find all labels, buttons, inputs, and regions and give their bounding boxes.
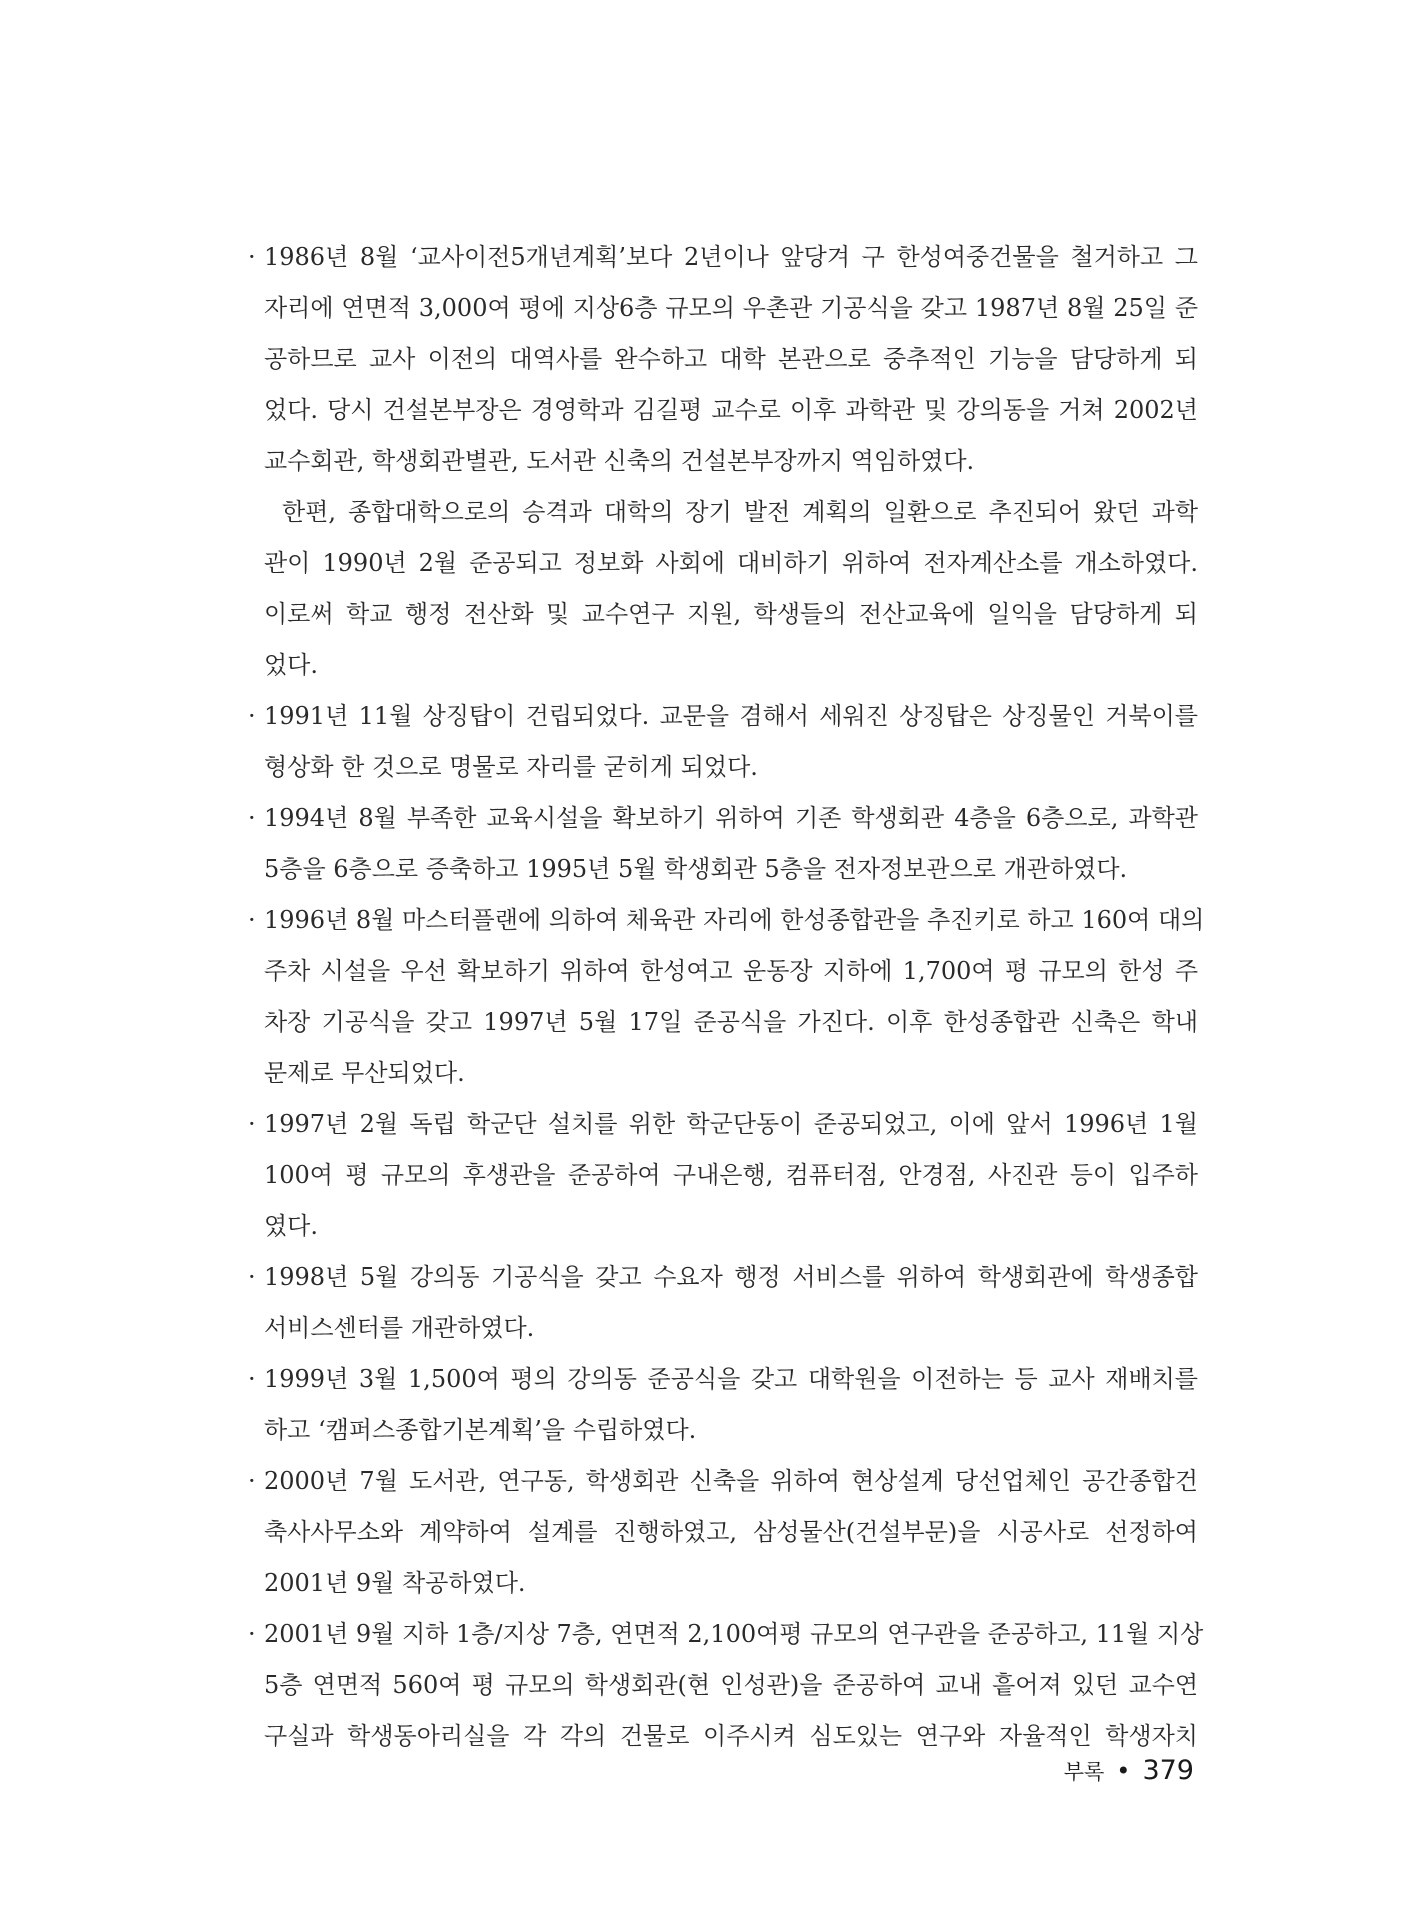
text-line: 형상화 한 것으로 명물로 자리를 굳히게 되었다.: [264, 753, 758, 781]
text-line: 서비스센터를 개관하였다.: [264, 1314, 535, 1342]
list-item: [248, 232, 1198, 487]
text-line: 차장 기공식을 갖고 1997년 5월 17일 준공식을 가진다. 이후 한성종합관 신축은 학내: [264, 1008, 1198, 1036]
text-line: 구실과 학생동아리실을 각 각의 건물로 이주시켜 심도있는 연구와 자율적인 학생자치: [264, 1722, 1198, 1750]
bullet-mark: ·: [248, 1263, 256, 1291]
text-line: 자리에 연면적 3,000여 평에 지상6층 규모의 우촌관 기공식을 갖고 1987년 8월 25일 준: [264, 294, 1198, 322]
list-item: [248, 895, 1205, 1099]
text-line: 하고 ‘캠퍼스종합기본계획’을 수립하였다.: [264, 1416, 697, 1444]
list-item: [248, 793, 1198, 895]
list-item: [248, 1456, 1198, 1609]
footer-section-label: 부록: [1063, 1760, 1105, 1784]
list-item: [248, 1609, 1204, 1762]
page-body: [248, 232, 1205, 1762]
text-line: 문제로 무산되었다.: [264, 1059, 465, 1087]
list-item: [248, 1099, 1198, 1252]
text-line: 교수회관, 학생회관별관, 도서관 신축의 건설본부장까지 역임하였다.: [264, 447, 975, 475]
bullet-mark: ·: [248, 243, 256, 271]
text-line: 관이 1990년 2월 준공되고 정보화 사회에 대비하기 위하여 전자계산소를 개소하였다.: [264, 549, 1198, 577]
text-line: 였다.: [264, 1212, 318, 1240]
text-line: 1994년 8월 부족한 교육시설을 확보하기 위하여 기존 학생회관 4층을 6층으로, 과학관: [264, 804, 1198, 832]
bullet-mark: ·: [248, 1620, 256, 1648]
text-line: 5층을 6층으로 증축하고 1995년 5월 학생회관 5층을 전자정보관으로 개관하였다.: [264, 855, 1128, 883]
text-line: 축사사무소와 계약하여 설계를 진행하였고, 삼성물산(건설부문)을 시공사로 선정하여: [264, 1518, 1198, 1546]
text-line: 1991년 11월 상징탑이 건립되었다. 교문을 겸해서 세워진 상징탑은 상징물인 거북이를: [264, 702, 1198, 730]
bullet-mark: ·: [248, 1365, 256, 1393]
bullet-mark: ·: [248, 702, 256, 730]
text-line: 1996년 8월 마스터플랜에 의하여 체육관 자리에 한성종합관을 추진키로 하고 160여 대의: [264, 906, 1205, 934]
text-line: 100여 평 규모의 후생관을 준공하여 구내은행, 컴퓨터점, 안경점, 사진관 등이 입주하: [264, 1161, 1198, 1189]
bullet-mark: ·: [248, 1110, 256, 1138]
text-line: 5층 연면적 560여 평 규모의 학생회관(현 인성관)을 준공하여 교내 흩어져 있던 교수연: [264, 1671, 1198, 1699]
text-line: 한편, 종합대학으로의 승격과 대학의 장기 발전 계획의 일환으로 추진되어 왔던 과학: [282, 498, 1198, 526]
page-number: 379: [1142, 1755, 1194, 1786]
list-item: [248, 1354, 1198, 1456]
text-line: 1997년 2월 독립 학군단 설치를 위한 학군단동이 준공되었고, 이에 앞서 1996년 1월: [264, 1110, 1198, 1138]
text-line: 2001년 9월 착공하였다.: [264, 1569, 526, 1597]
text-line: 2000년 7월 도서관, 연구동, 학생회관 신축을 위하여 현상설계 당선업체인 공간종합건: [264, 1467, 1198, 1495]
text-line: 었다.: [264, 651, 318, 679]
text-line: 2001년 9월 지하 1층/지상 7층, 연면적 2,100여평 규모의 연구관을 준공하고, 11월 지상: [264, 1620, 1204, 1648]
bullet-mark: ·: [248, 906, 256, 934]
text-line: 1998년 5월 강의동 기공식을 갖고 수요자 행정 서비스를 위하여 학생회관에 학생종합: [264, 1263, 1198, 1291]
text-line: 공하므로 교사 이전의 대역사를 완수하고 대학 본관으로 중추적인 기능을 담당하게 되: [264, 345, 1198, 373]
list-item: [248, 1252, 1198, 1354]
paragraph: [248, 487, 1198, 691]
page-footer: [1064, 1755, 1194, 1795]
bullet-mark: ·: [248, 804, 256, 832]
text-line: 1986년 8월 ‘교사이전5개년계획’보다 2년이나 앞당겨 구 한성여중건물을 철거하고 그: [264, 243, 1198, 271]
text-line: 었다. 당시 건설본부장은 경영학과 김길평 교수로 이후 과학관 및 강의동을 거쳐 2002년: [264, 396, 1198, 424]
text-line: 주차 시설을 우선 확보하기 위하여 한성여고 운동장 지하에 1,700여 평 규모의 한성 주: [264, 957, 1198, 985]
bullet-mark: ·: [248, 1467, 256, 1495]
footer-separator: •: [1116, 1757, 1131, 1785]
text-line: 1999년 3월 1,500여 평의 강의동 준공식을 갖고 대학원을 이전하는 등 교사 재배치를: [264, 1365, 1198, 1393]
list-item: [248, 691, 1198, 793]
text-line: 이로써 학교 행정 전산화 및 교수연구 지원, 학생들의 전산교육에 일익을 담당하게 되: [264, 600, 1198, 628]
